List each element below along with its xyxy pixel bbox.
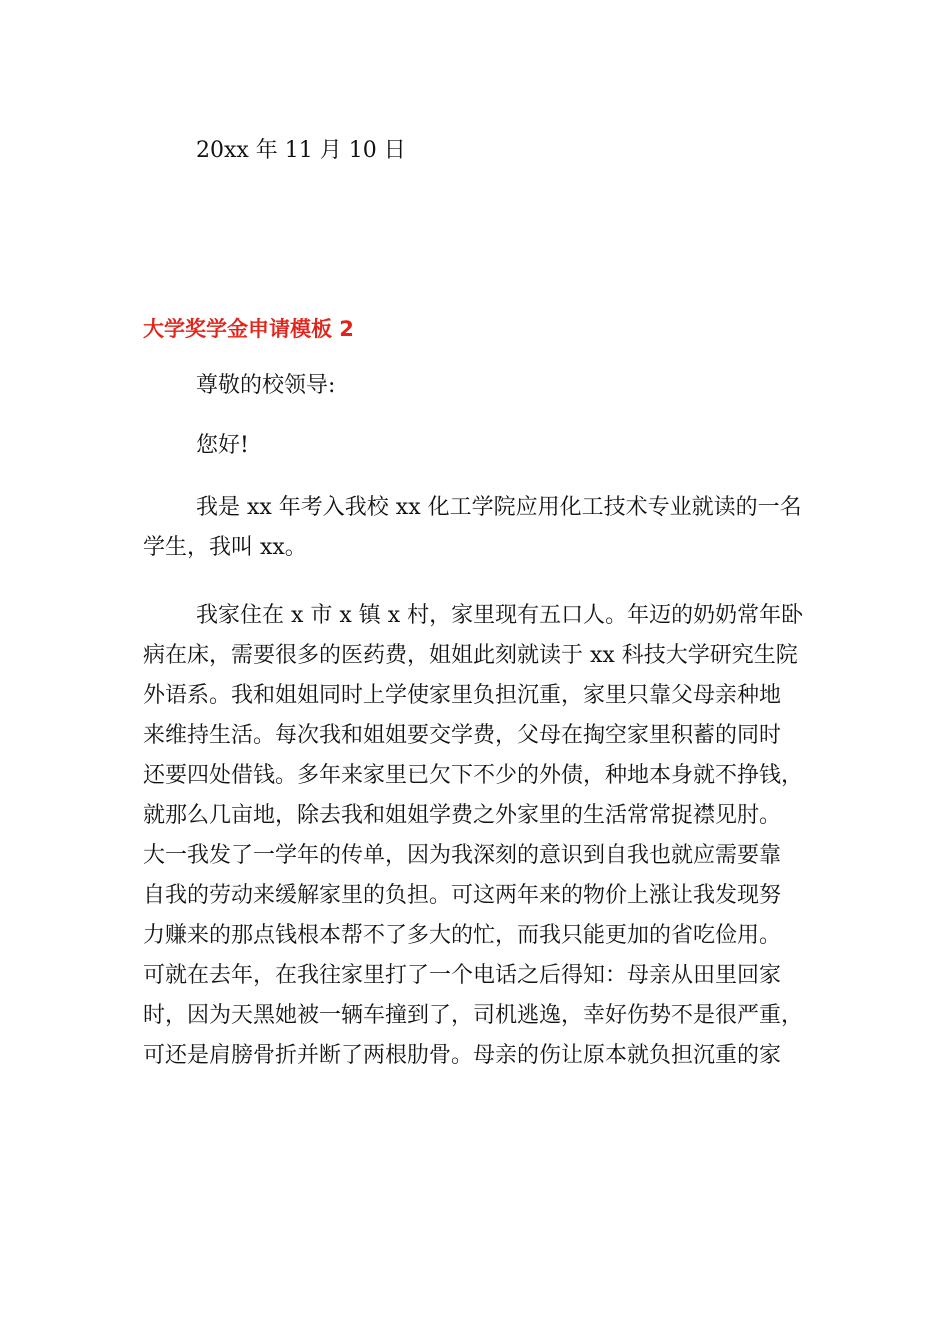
paragraph-introduction bbox=[143, 488, 813, 568]
paragraph-line: 外语系。我和姐姐同时上学使家里负担沉重，家里只靠父母亲种地 bbox=[143, 683, 782, 708]
letter-date: 20xx 年 11 月 10 日 bbox=[196, 138, 406, 163]
paragraph-line: 力赚来的那点钱根本帮不了多大的忙，而我只能更加的省吃俭用。 bbox=[143, 923, 782, 948]
salutation: 尊敬的校领导: bbox=[196, 373, 336, 398]
paragraph-line: 就那么几亩地，除去我和姐姐学费之外家里的生活常常捉襟见肘。 bbox=[143, 803, 782, 828]
paragraph-line: 病在床，需要很多的医药费，姐姐此刻就读于 xx 科技大学研究生院 bbox=[143, 643, 798, 668]
section-heading: 大学奖学金申请模板 2 bbox=[143, 317, 354, 341]
paragraph-line: 学生，我叫 xx。 bbox=[143, 535, 307, 560]
paragraph-line: 可就在去年，在我往家里打了一个电话之后得知：母亲从田里回家 bbox=[143, 963, 782, 988]
paragraph-line: 大一我发了一学年的传单，因为我深刻的意识到自我也就应需要靠 bbox=[143, 843, 782, 868]
paragraph-family-situation bbox=[143, 596, 813, 1076]
paragraph-line: 可还是肩膀骨折并断了两根肋骨。母亲的伤让原本就负担沉重的家 bbox=[143, 1043, 782, 1068]
paragraph-line: 还要四处借钱。多年来家里已欠下不少的外债，种地本身就不挣钱， bbox=[143, 763, 804, 788]
paragraph-line: 自我的劳动来缓解家里的负担。可这两年来的物价上涨让我发现努 bbox=[143, 883, 782, 908]
paragraph-line: 来维持生活。每次我和姐姐要交学费，父母在掏空家里积蓄的同时 bbox=[143, 723, 782, 748]
paragraph-line: 我是 xx 年考入我校 xx 化工学院应用化工技术专业就读的一名 bbox=[196, 495, 802, 520]
greeting: 您好! bbox=[196, 433, 249, 458]
paragraph-line: 我家住在 x 市 x 镇 x 村，家里现有五口人。年迈的奶奶常年卧 bbox=[196, 603, 804, 628]
paragraph-line: 时，因为天黑她被一辆车撞到了，司机逃逸，幸好伤势不是很严重， bbox=[143, 1003, 804, 1028]
